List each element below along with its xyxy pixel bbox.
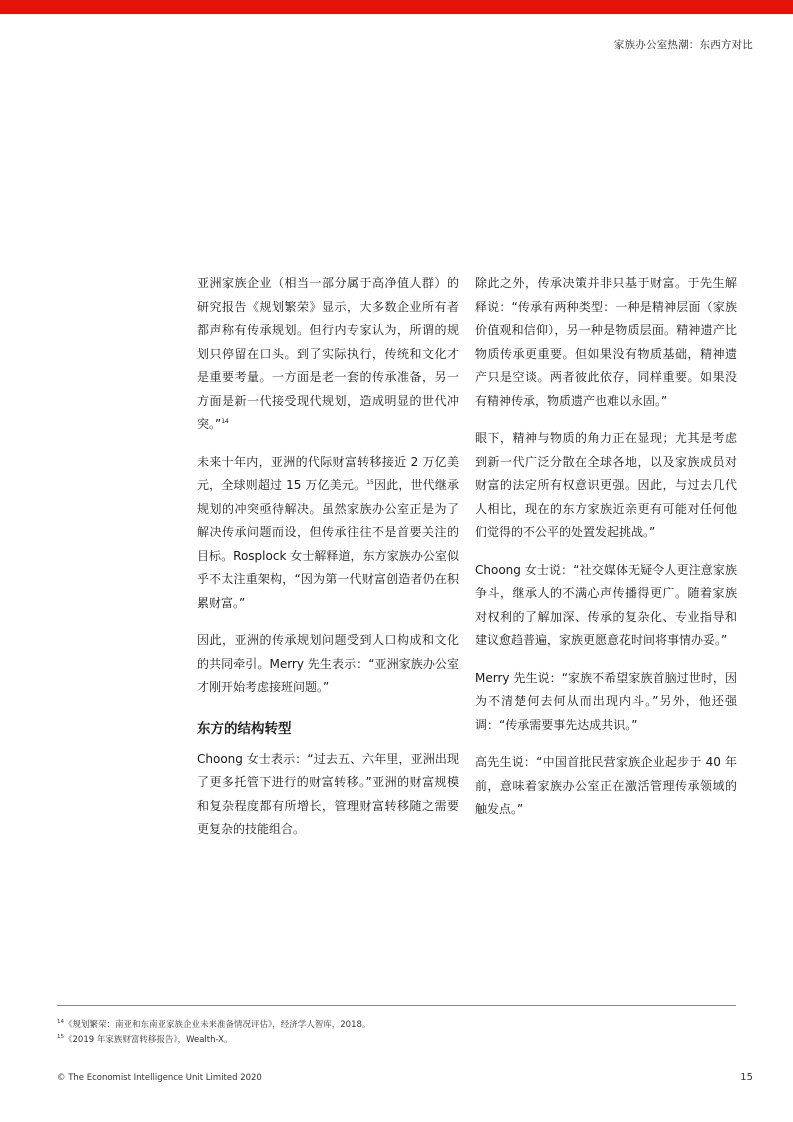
footnote-text: 《2019 年家族财富转移报告》，Wealth-X。 <box>64 1035 233 1045</box>
paragraph-text: 亚洲家族企业（相当一部分属于高净值人群）的研究报告《规划繁荣》显示，大多数企业所有者都声称有传承规划。但行内专家认为，所谓的规划只停留在口头。到了实际执行，传统和文化才是重要考量。一方面是老一套的传承准备，另一方面是新一代接受现代规划，造成明显的世代冲突。” <box>197 276 459 431</box>
paragraph: Choong 女士说：“社交媒体无疑令人更注意家族争斗，继承人的不满心声传播得更广。随着家族对权利的了解加深、传承的复杂化、专业指导和建议愈趋普遍，家族更愿意花时间将事情办妥。” <box>475 562 737 647</box>
paragraph <box>197 272 459 437</box>
paragraph-text: 未来十年内，亚洲的代际财富转移接近 2 万亿美元，全球则超过 15 万亿美元。 <box>197 454 459 492</box>
footnotes <box>57 1018 736 1048</box>
page-number: 15 <box>740 1072 753 1083</box>
paragraph: 眼下，精神与物质的角力正在显现；尤其是考虑到新一代广泛分散在全球各地，以及家族成员对财富的法定所有权意识更强。因此，与过去几代人相比，现在的东方家族近亲更有可能对任何他们觉得的不公平的处置发起挑战。” <box>475 431 737 539</box>
copyright: © The Economist Intelligence Unit Limited 2020 <box>57 1073 262 1083</box>
paragraph: 除此之外，传承决策并非只基于财富。于先生解释说：“传承有两种类型：一种是精神层面（家族价值观和信仰），另一种是物质层面。精神遗产比物质传承更重要。但如果没有物质基础，精神遗产只是空谈。两者彼此依存，同样重要。如果没有精神传承，物质遗产也难以永固。” <box>475 276 737 408</box>
footnote-number: 15 <box>57 1034 64 1041</box>
right-column <box>475 272 737 836</box>
section-heading: 东方的结构转型 <box>197 720 292 737</box>
running-header: 家族办公室热潮：东西方对比 <box>613 39 753 51</box>
footnote-text: 《规划繁荣：南亚和东南亚家族企业未来准备情况评估》，经济学人智库，2018。 <box>64 1020 371 1030</box>
footnote <box>57 1018 736 1033</box>
paragraph: 高先生说：“中国首批民营家族企业起步于 40 年前，意味着家族办公室正在激活管理传承领域的触发点。” <box>475 755 737 816</box>
footnote <box>57 1033 736 1048</box>
paragraph: 因此，亚洲的传承规划问题受到人口构成和文化的共同牵引。Merry 先生表示：“亚洲家族办公室才刚开始考虑接班问题。” <box>197 633 459 694</box>
paragraph-text: 因此，世代继承规划的冲突亟待解决。虽然家族办公室正是为了解决传承问题而设，但传承往往不是首要关注的目标。Rosplock 女士解释道，东方家族办公室似乎不太注重架构，“因为第一代财富创造者仍在积累财富。” <box>197 478 459 610</box>
left-column <box>197 272 459 856</box>
paragraph: Choong 女士表示：“过去五、六年里，亚洲出现了更多托管下进行的财富转移。”亚洲的财富规模和复杂程度都有所增长，管理财富转移随之需要更复杂的技能组合。 <box>197 751 459 836</box>
footnote-divider <box>57 1005 736 1006</box>
paragraph <box>197 451 459 616</box>
footnote-ref: 14 <box>221 418 229 425</box>
footnote-number: 14 <box>57 1019 64 1026</box>
paragraph: Merry 先生说：“家族不希望家族首脑过世时，因为不清楚何去何从而出现内斗。”另外，他还强调：“传承需要事先达成共识。” <box>475 670 737 732</box>
footnote-ref: 15 <box>366 479 374 486</box>
top-accent-bar <box>0 0 793 14</box>
